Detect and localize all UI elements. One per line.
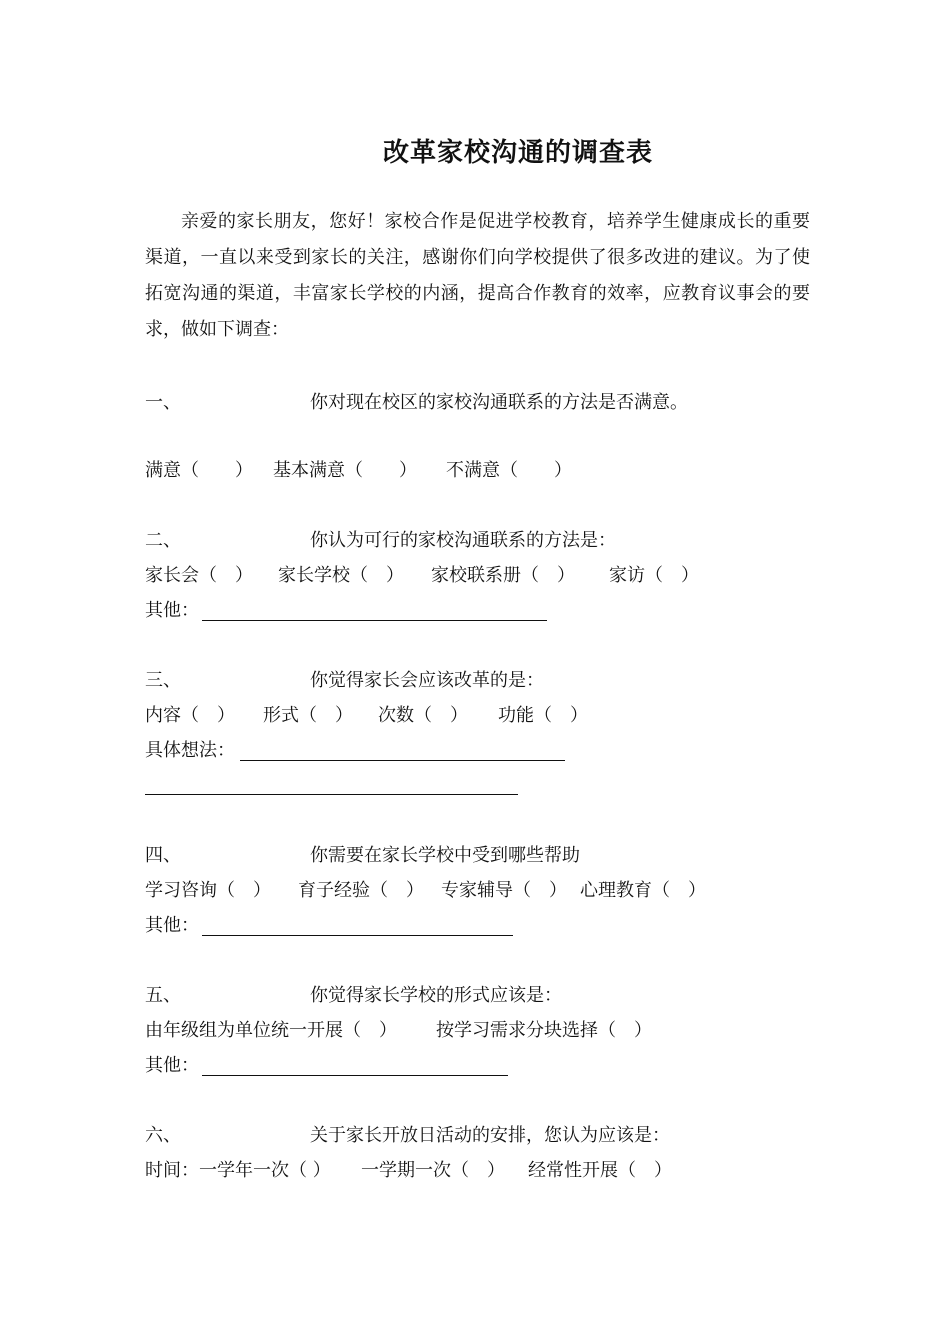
section-3-option-3[interactable]: 次数（ ） [378,705,468,726]
section-1-number: 一、 [145,392,181,413]
section-2-option-2[interactable]: 家长学校（ ） [278,565,404,586]
section-1-option-3[interactable]: 不满意（ ） [446,460,572,481]
section-2-other-input-line[interactable] [202,620,547,621]
section-6-question: 关于家长开放日活动的安排，您认为应该是： [310,1125,670,1146]
section-5-option-1[interactable]: 由年级组为单位统一开展（ ） [145,1020,397,1041]
section-4-option-4[interactable]: 心理教育（ ） [580,880,706,901]
section-5-option-2[interactable]: 按学习需求分块选择（ ） [436,1020,652,1041]
section-1-option-2[interactable]: 基本满意（ ） [273,460,417,481]
section-3-option-1[interactable]: 内容（ ） [145,705,235,726]
section-4-option-1[interactable]: 学习咨询（ ） [145,880,271,901]
section-2-option-3[interactable]: 家校联系册（ ） [431,565,575,586]
section-6-option-3[interactable]: 经常性开展（ ） [528,1160,672,1181]
section-3-other-label: 具体想法： [145,740,235,761]
section-3-option-2[interactable]: 形式（ ） [263,705,353,726]
section-1-option-1[interactable]: 满意（ ） [145,460,253,481]
section-3-number: 三、 [145,670,181,691]
section-3-question: 你觉得家长会应该改革的是： [310,670,544,691]
section-3-other-input-line[interactable] [240,760,565,761]
section-2-other-label: 其他： [145,600,199,621]
section-2-option-1[interactable]: 家长会（ ） [145,565,253,586]
section-5-question: 你觉得家长学校的形式应该是： [310,985,562,1006]
section-6-option-2[interactable]: 一学期一次（ ） [361,1160,505,1181]
section-2-option-4[interactable]: 家访（ ） [609,565,699,586]
section-3-option-4[interactable]: 功能（ ） [498,705,588,726]
section-4-number: 四、 [145,845,181,866]
section-4-question: 你需要在家长学校中受到哪些帮助 [310,845,580,866]
section-6-option-1[interactable]: 时间：一学年一次（ ） [145,1160,331,1181]
section-2-number: 二、 [145,530,181,551]
section-5-other-input-line[interactable] [202,1075,508,1076]
section-4-other-label: 其他： [145,915,199,936]
section-1-question: 你对现在校区的家校沟通联系的方法是否满意。 [310,392,688,413]
section-2-question: 你认为可行的家校沟通联系的方法是： [310,530,616,551]
section-6-number: 六、 [145,1125,181,1146]
section-4-other-input-line[interactable] [202,935,513,936]
intro-paragraph: 亲爱的家长朋友，您好！家校合作是促进学校教育，培养学生健康成长的重要渠道，一直以来受到家长的关注，感谢你们向学校提供了很多改进的建议。为了使拓宽沟通的渠道，丰富家长学校的内涵，提高合作教育的效率，应教育议事会的要求，做如下调查： [145,211,810,340]
section-5-other-label: 其他： [145,1055,199,1076]
section-3-other-input-line-2[interactable] [145,794,518,795]
document-title: 改革家校沟通的调查表 [382,138,653,168]
section-5-number: 五、 [145,985,181,1006]
section-4-option-3[interactable]: 专家辅导（ ） [441,880,567,901]
section-4-option-2[interactable]: 育子经验（ ） [298,880,424,901]
